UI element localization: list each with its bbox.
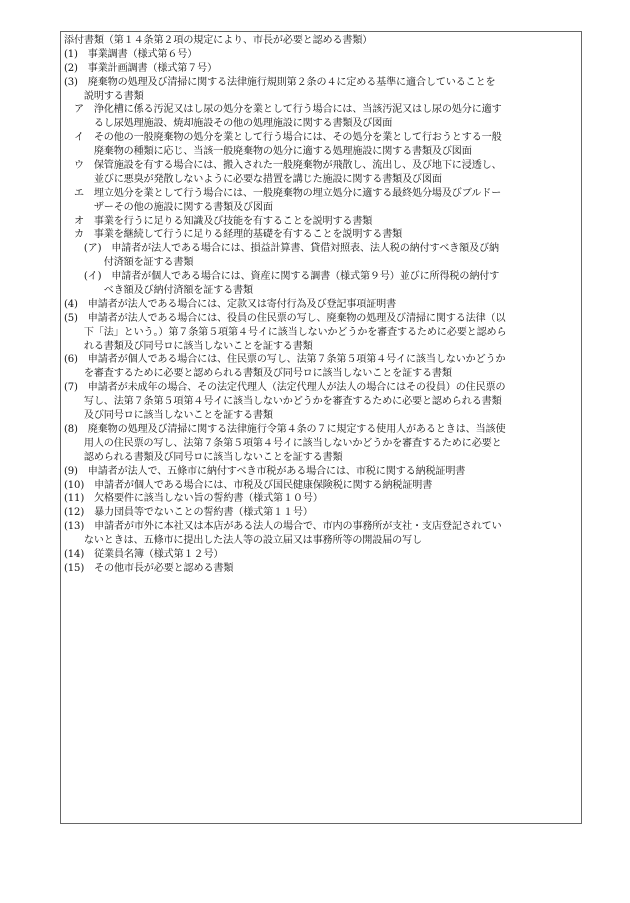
list-line: 廃棄物の種類に応じ、当該一般廃棄物の処分に適する処理施設に関する書類及び図面 xyxy=(64,146,472,158)
list-line: イ その他の一般廃棄物の処分を業として行う場合には、その処分を業として行おうとする一般 xyxy=(64,132,502,144)
list-line: (4) 申請者が法人である場合には、定款又は寄付行為及び登記事項証明書 xyxy=(64,298,397,310)
list-line: (5) 申請者が法人である場合には、役員の住民票の写し、廃棄物の処理及び清掃に関する法律（以 xyxy=(64,312,506,324)
list-line: 認められる書類及び同号ロに該当しないことを証する書類 xyxy=(64,451,343,463)
list-line: ないときは、五條市に提出した法人等の設立届又は事務所等の開設届の写し xyxy=(64,535,422,547)
list-line: (8) 廃棄物の処理及び清掃に関する法律施行令第４条の７に規定する使用人があるときは、当該使 xyxy=(64,423,506,435)
list-line: (15) その他市長が必要と認める書類 xyxy=(64,562,234,574)
list-line: (7) 申請者が未成年の場合、その法定代理人（法定代理人が法人の場合にはその役員）の住民票の xyxy=(64,382,506,394)
list-line: (1) 事業調書（様式第６号） xyxy=(64,48,198,60)
list-line: 下「法」という。）第７条第５項第４号イに該当しないかどうかを審査するために必要と認めら xyxy=(64,326,507,338)
list-line: るし尿処理施設、焼却施設その他の処理施設に関する書類及び図面 xyxy=(64,118,393,130)
list-line: ア 浄化槽に係る汚泥又はし尿の処分を業として行う場合には、当該汚泥又はし尿の処分に適す xyxy=(64,104,502,116)
list-line: (ア) 申請者が法人である場合には、損益計算書、貸借対照表、法人税の納付すべき額及び納 xyxy=(64,243,499,255)
attachment-list xyxy=(64,34,578,576)
list-line: を審査するために必要と認められる書類及び同号ロに該当しないことを証する書類 xyxy=(64,368,452,380)
list-line: (6) 申請者が個人である場合には、住民票の写し、法第７条第５項第４号イに該当しないかどうか xyxy=(64,354,506,366)
list-line: 写し、法第７条第５項第４号イに該当しないかどうかを審査するために必要と認められる書類 xyxy=(64,396,502,408)
list-line: ウ 保管施設を有する場合には、搬入された一般廃棄物が飛散し、流出し、及び地下に浸透し、 xyxy=(64,160,502,172)
list-line: (14) 従業員名簿（様式第１２号） xyxy=(64,548,224,560)
list-line: (11) 欠格要件に該当しない旨の誓約書（様式第１０号） xyxy=(64,493,323,505)
list-line: 説明する書類 xyxy=(64,90,144,102)
list-line: べき額及び納付済額を証する書類 xyxy=(64,285,253,297)
list-line: 及び同号ロに該当しないことを証する書類 xyxy=(64,410,273,422)
list-line: (10) 申請者が個人である場合には、市税及び国民健康保険税に関する納税証明書 xyxy=(64,479,433,491)
list-line: (13) 申請者が市外に本社又は本店がある法人の場合で、市内の事務所が支社・支店登記されてい xyxy=(64,521,502,533)
list-line: エ 埋立処分を業として行う場合には、一般廃棄物の埋立処分に適する最終処分場及びブルドー xyxy=(64,187,502,199)
list-line: (3) 廃棄物の処理及び清掃に関する法律施行規則第２条の４に定める基準に適合していることを xyxy=(64,76,496,88)
list-line: (9) 申請者が法人で、五條市に納付すべき市税がある場合には、市税に関する納税証明書 xyxy=(64,465,466,477)
list-line: (イ) 申請者が個人である場合には、資産に関する調書（様式第９号）並びに所得税の納付す xyxy=(64,271,500,283)
document-heading: 添付書類（第１４条第２項の規定により、市長が必要と認める書類） xyxy=(64,35,373,46)
list-line: ザーその他の施設に関する書類及び図面 xyxy=(64,201,273,213)
list-line: 用人の住民票の写し、法第７条第５項第４号イに該当しないかどうかを審査するために必要と xyxy=(64,437,502,449)
list-line: (2) 事業計画調書（様式第７号） xyxy=(64,62,218,74)
list-line: カ 事業を継続して行うに足りる経理的基礎を有することを説明する書類 xyxy=(64,229,403,241)
list-line: 付済額を証する書類 xyxy=(64,257,194,269)
list-line: れる書類及び同号ロに該当しないことを証する書類 xyxy=(64,340,313,352)
list-line: 並びに悪臭が発散しないように必要な措置を講じた施設に関する書類及び図面 xyxy=(64,173,442,185)
list-line: オ 事業を行うに足りる知識及び技能を有することを説明する書類 xyxy=(64,215,373,227)
list-line: (12) 暴力団員等でないことの誓約書（様式第１１号） xyxy=(64,507,313,519)
